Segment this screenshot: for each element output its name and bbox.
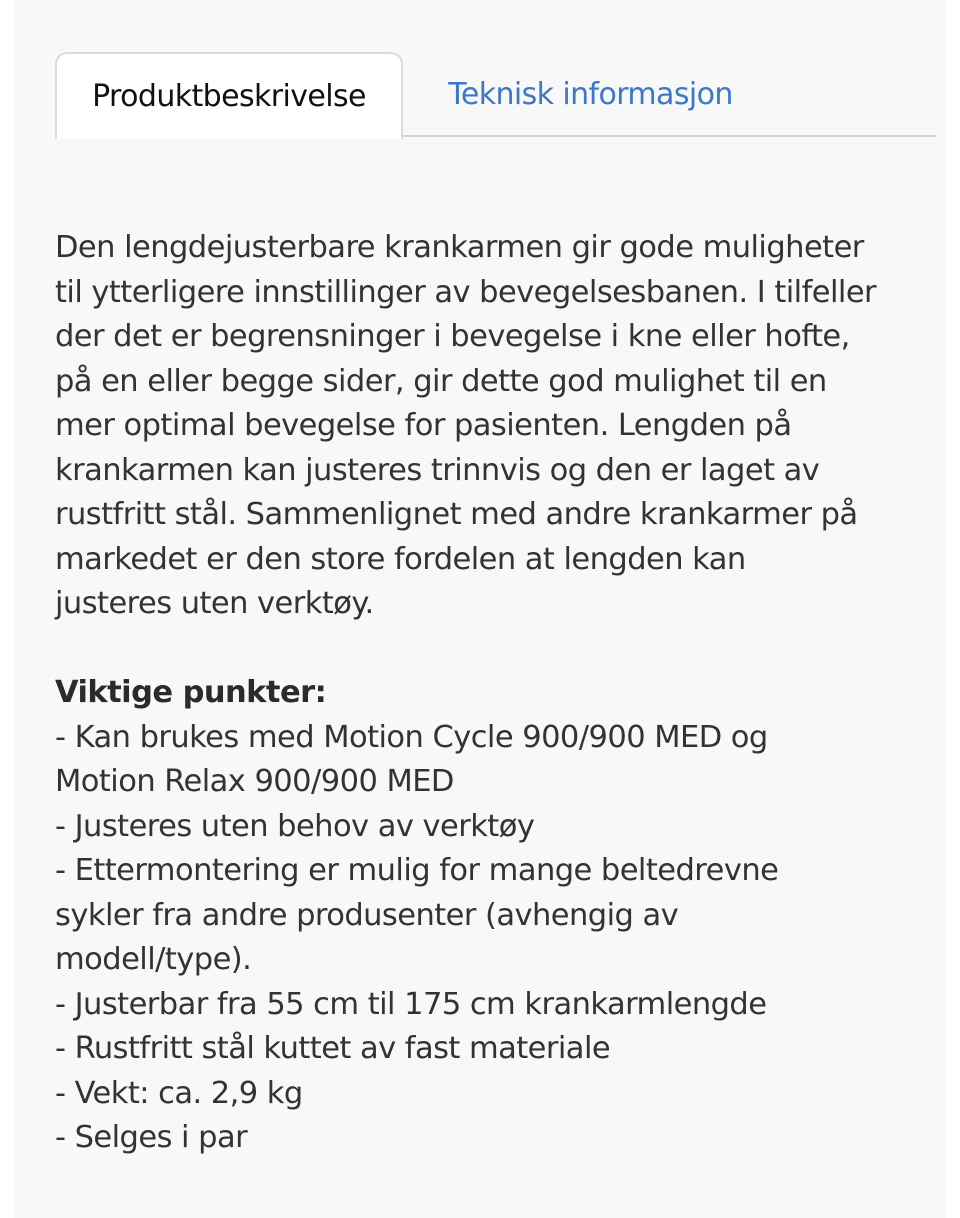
tab-teknisk-informasjon[interactable]: Teknisk informasjon (448, 77, 733, 112)
key-point-item (55, 1072, 955, 1117)
key-point-line: - Vekt: ca. 2,9 kg (55, 1075, 303, 1111)
description-line: der det er begrensninger i bevegelse i kne eller hofte, (55, 319, 850, 354)
tab-content (55, 226, 955, 1161)
key-point-line: - Rustfritt stål kuttet av fast materiale (55, 1031, 611, 1066)
key-points-list (55, 716, 955, 1161)
description-line: på en eller begge sider, gir dette god mulighet til en (55, 363, 827, 399)
key-point-line: sykler fra andre produsenter (avhengig av (55, 897, 679, 933)
description-line: krankarmen kan justeres trinnvis og den er laget av (55, 452, 820, 488)
description-line: justeres uten verktøy. (55, 586, 374, 621)
key-point-item (55, 1027, 955, 1072)
product-info-panel (15, 0, 945, 1218)
description-line: mer optimal bevegelse for pasienten. Lengden på (55, 408, 792, 443)
description-line: til ytterligere innstillinger av bevegelsesbanen. I tilfeller (55, 274, 877, 310)
section-spacer (55, 627, 955, 672)
description-line: Den lengdejusterbare krankarmen gir gode muligheter (55, 230, 864, 265)
product-description (55, 226, 945, 627)
key-point-line: - Kan brukes med Motion Cycle 900/900 MED og (55, 719, 768, 755)
key-point-item (55, 805, 955, 850)
key-point-line: - Justeres uten behov av verktøy (55, 808, 535, 844)
tab-bar (55, 52, 936, 138)
key-point-item (55, 716, 955, 805)
description-line: rustfritt stål. Sammenlignet med andre krankarmer på (55, 497, 858, 532)
key-point-line: modell/type). (55, 942, 252, 977)
key-point-line: Motion Relax 900/900 MED (55, 764, 454, 799)
key-point-item (55, 849, 955, 983)
key-points-heading: Viktige punkter: (55, 675, 327, 710)
key-point-line: - Selges i par (55, 1120, 248, 1155)
key-point-line: - Justerbar fra 55 cm til 175 cm krankarmlengde (55, 986, 767, 1022)
key-point-item (55, 983, 955, 1028)
description-line: markedet er den store fordelen at lengden kan (55, 541, 746, 577)
key-point-item (55, 1116, 955, 1161)
key-point-line: - Ettermontering er mulig for mange beltedrevne (55, 853, 779, 888)
tab-produktbeskrivelse[interactable]: Produktbeskrivelse (55, 52, 403, 139)
